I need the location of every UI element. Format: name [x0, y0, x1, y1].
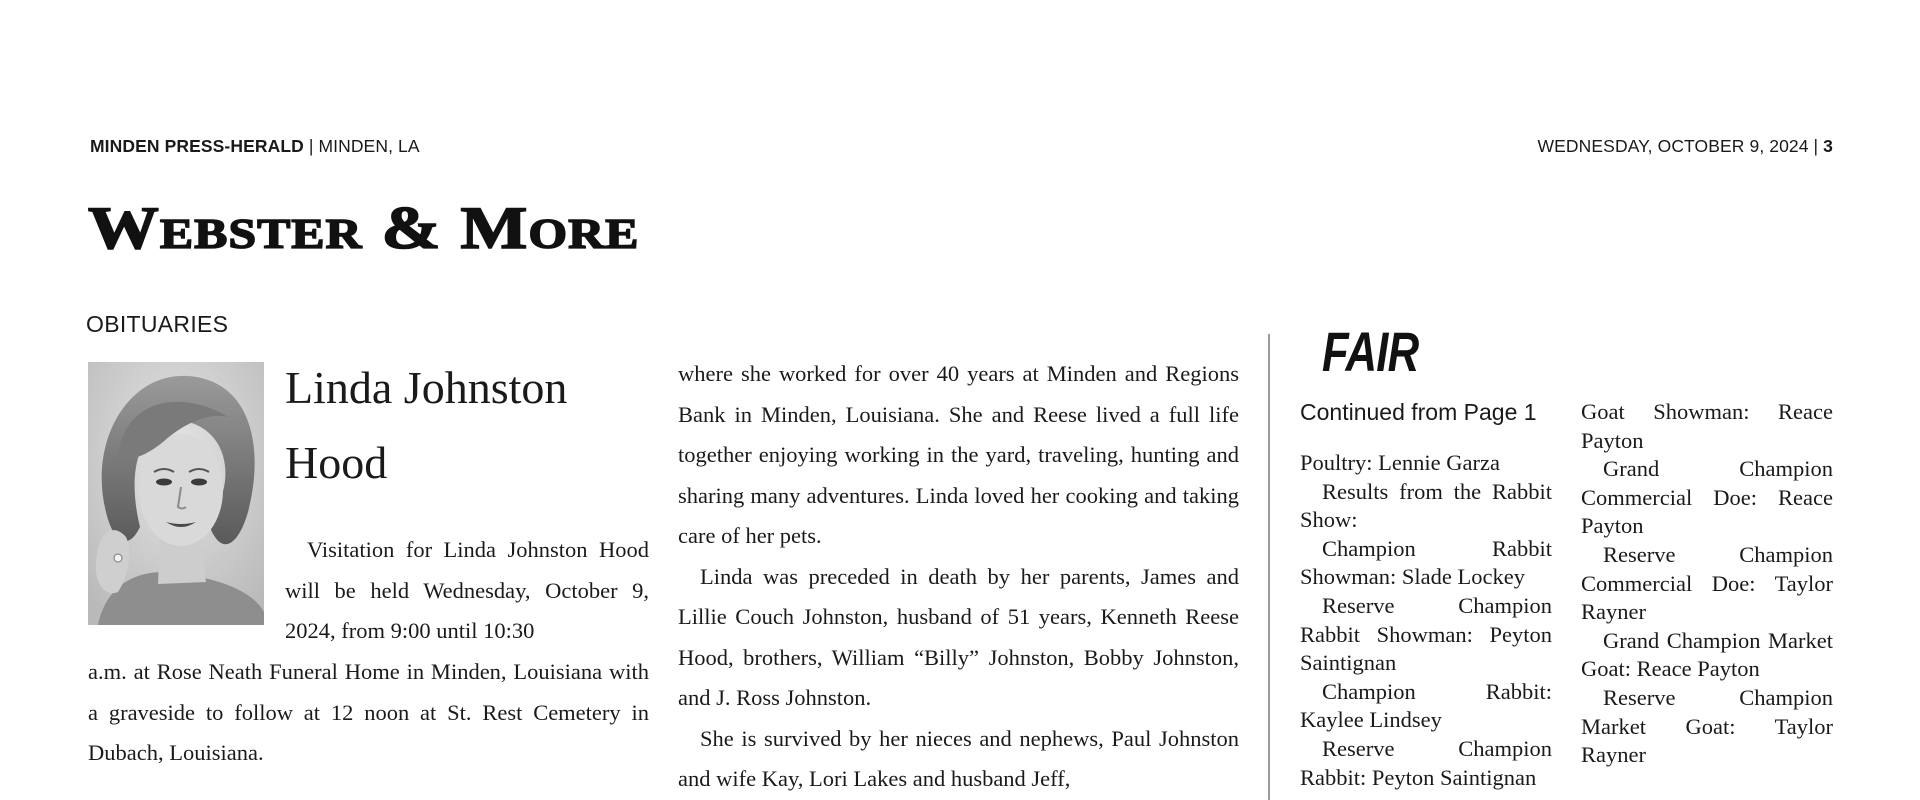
- fair-results-right: [1581, 398, 1833, 770]
- fair-results-left: [1300, 449, 1552, 792]
- obituary-intro: [285, 530, 649, 652]
- fair-result-item: Grand Champion Commercial Doe: Reace Payton: [1581, 456, 1833, 539]
- issue-date: WEDNESDAY, OCTOBER 9, 2024: [1537, 136, 1809, 156]
- masthead-left: [90, 136, 420, 157]
- fair-result-item: Results from the Rabbit Show:: [1300, 478, 1552, 533]
- section-title: Webster & More: [88, 195, 640, 261]
- obituary-continuation: [88, 652, 649, 774]
- fair-result-item: Poultry: Lennie Garza: [1300, 450, 1500, 475]
- fair-result-item: Champion Rabbit: Kaylee Lindsey: [1300, 678, 1552, 733]
- obituary-paragraph: Visitation for Linda Johnston Hood will be held Wednesday, October 9, 2024, from 9:00 until 10:30: [285, 537, 649, 643]
- page-number: 3: [1823, 136, 1833, 156]
- fair-result-item: Grand Champion Market Goat: Reace Payton: [1581, 627, 1833, 682]
- masthead-right: [1538, 136, 1833, 157]
- paper-name: MINDEN PRESS-HERALD: [90, 136, 304, 156]
- obituary-column-2: [678, 354, 1239, 800]
- column-divider: [1268, 334, 1270, 800]
- obituaries-kicker: OBITUARIES: [86, 311, 229, 337]
- continued-from-label: Continued from Page 1: [1300, 399, 1537, 425]
- obituary-paragraph: Linda was preceded in death by her parents, James and Lillie Couch Johnston, husband of 51 years, Kenneth Reese Hood, brothers, William “Billy” Johnston, Bobby Johnston, and J. Ross Johnston.: [678, 563, 1239, 710]
- fair-result-item: Reserve Champion Rabbit Showman: Peyton Saintignan: [1300, 592, 1552, 676]
- page-separator: |: [1808, 136, 1824, 156]
- obituary-portrait-photo: [88, 362, 264, 625]
- obituary-name: Linda Johnston Hood: [285, 362, 568, 488]
- fair-result-item: Reserve Champion Commercial Doe: Taylor Rayner: [1581, 541, 1833, 625]
- obituary-paragraph: where she worked for over 40 years at Minden and Regions Bank in Minden, Louisiana. She and Reese lived a full life together enjoying working in the yard, traveling, hunting and sharing many adventures. Linda loved her cooking and taking care of her pets.: [678, 361, 1239, 548]
- fair-result-item: Goat Showman: Reace Payton: [1581, 399, 1833, 453]
- fair-result-item: Reserve Champion Market Goat: Taylor Rayner: [1581, 684, 1833, 768]
- paper-city: MINDEN, LA: [318, 136, 420, 156]
- obituary-paragraph: a.m. at Rose Neath Funeral Home in Minden, Louisiana with a graveside to follow at 12 noon at St. Rest Cemetery in Dubach, Louisiana.: [88, 659, 649, 765]
- fair-result-item: Champion Rabbit Showman: Slade Lockey: [1300, 535, 1552, 590]
- fair-headline: FAIR: [1322, 320, 1419, 383]
- obituary-paragraph: She is survived by her nieces and nephews, Paul Johnston and wife Kay, Lori Lakes and husband Jeff,: [678, 725, 1239, 791]
- fair-result-item: Reserve Champion Rabbit: Peyton Saintignan: [1300, 735, 1552, 790]
- masthead-separator: |: [303, 136, 319, 156]
